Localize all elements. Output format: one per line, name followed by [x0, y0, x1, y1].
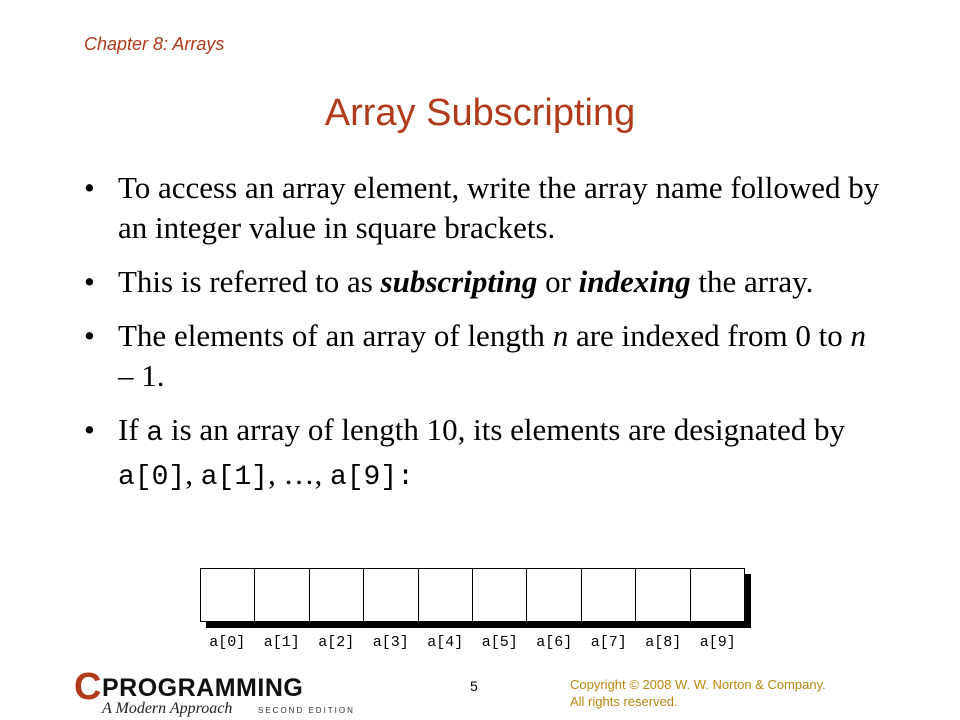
array-cell [473, 569, 527, 621]
bullet-text: : [397, 462, 414, 493]
bullet-text: , …, [267, 456, 330, 491]
copyright-line: All rights reserved. [570, 694, 678, 709]
logo-word: PROGRAMMING [102, 674, 304, 702]
bullet-text: , [185, 456, 201, 491]
bullet-text: or [537, 264, 579, 299]
index-label: a[9] [699, 634, 736, 651]
bullet-dot: • [84, 170, 95, 205]
logo-subtitle: A Modern Approach [102, 700, 233, 717]
bullet-text: are indexed from 0 to [568, 318, 851, 353]
index-labels [200, 634, 745, 651]
code-a9: a[9] [329, 462, 398, 493]
term-subscripting: subscripting [380, 264, 538, 299]
slide-title: Array Subscripting [324, 92, 636, 134]
copyright-line: Copyright © 2008 W. W. Norton & Company. [570, 677, 826, 692]
array-cell [582, 569, 636, 621]
index-label: a[1] [263, 634, 300, 651]
index-label: a[5] [481, 634, 518, 651]
code-a: a [146, 418, 164, 449]
bullet-dot: • [84, 318, 95, 353]
array-box [200, 568, 745, 622]
code-a0: a[0] [118, 462, 186, 493]
bullet-dot: • [84, 412, 95, 447]
bullet-text: The elements of an array of length [118, 318, 553, 353]
variable-n: n [850, 318, 867, 353]
array-cell [527, 569, 581, 621]
bullet-item [84, 410, 884, 498]
bullet-item [84, 262, 884, 302]
bullet-dot: • [84, 264, 95, 299]
index-label: a[4] [427, 634, 464, 651]
logo-c-letter: C [74, 666, 102, 708]
bullet-item [84, 316, 884, 396]
array-cell [419, 569, 473, 621]
bullet-text: If [118, 412, 147, 447]
index-label: a[0] [209, 634, 246, 651]
bullet-text: – 1. [118, 358, 165, 393]
bullet-list [84, 168, 884, 512]
book-logo [74, 668, 374, 720]
bullet-text: the array. [690, 264, 814, 299]
index-label: a[8] [645, 634, 682, 651]
index-label: a[3] [372, 634, 409, 651]
index-label: a[7] [590, 634, 627, 651]
bullet-text: This is referred to as [118, 264, 381, 299]
array-cell [310, 569, 364, 621]
copyright [570, 676, 910, 710]
logo-edition: SECOND EDITION [258, 706, 355, 715]
chapter-header: Chapter 8: Arrays [84, 34, 225, 54]
variable-n: n [552, 318, 569, 353]
array-cell [201, 569, 255, 621]
bullet-text: To access an array element, write the array name followed by an integer value in square brackets. [118, 170, 880, 245]
array-cell [691, 569, 744, 621]
bullet-item [84, 168, 884, 248]
bullet-text: is an array of length 10, its elements are designated by [163, 412, 846, 447]
array-cell [364, 569, 418, 621]
code-a1: a[1] [200, 462, 268, 493]
array-cell [255, 569, 309, 621]
array-cell [636, 569, 690, 621]
index-label: a[2] [318, 634, 355, 651]
page-number: 5 [470, 678, 478, 694]
index-label: a[6] [536, 634, 573, 651]
term-indexing: indexing [578, 264, 691, 299]
